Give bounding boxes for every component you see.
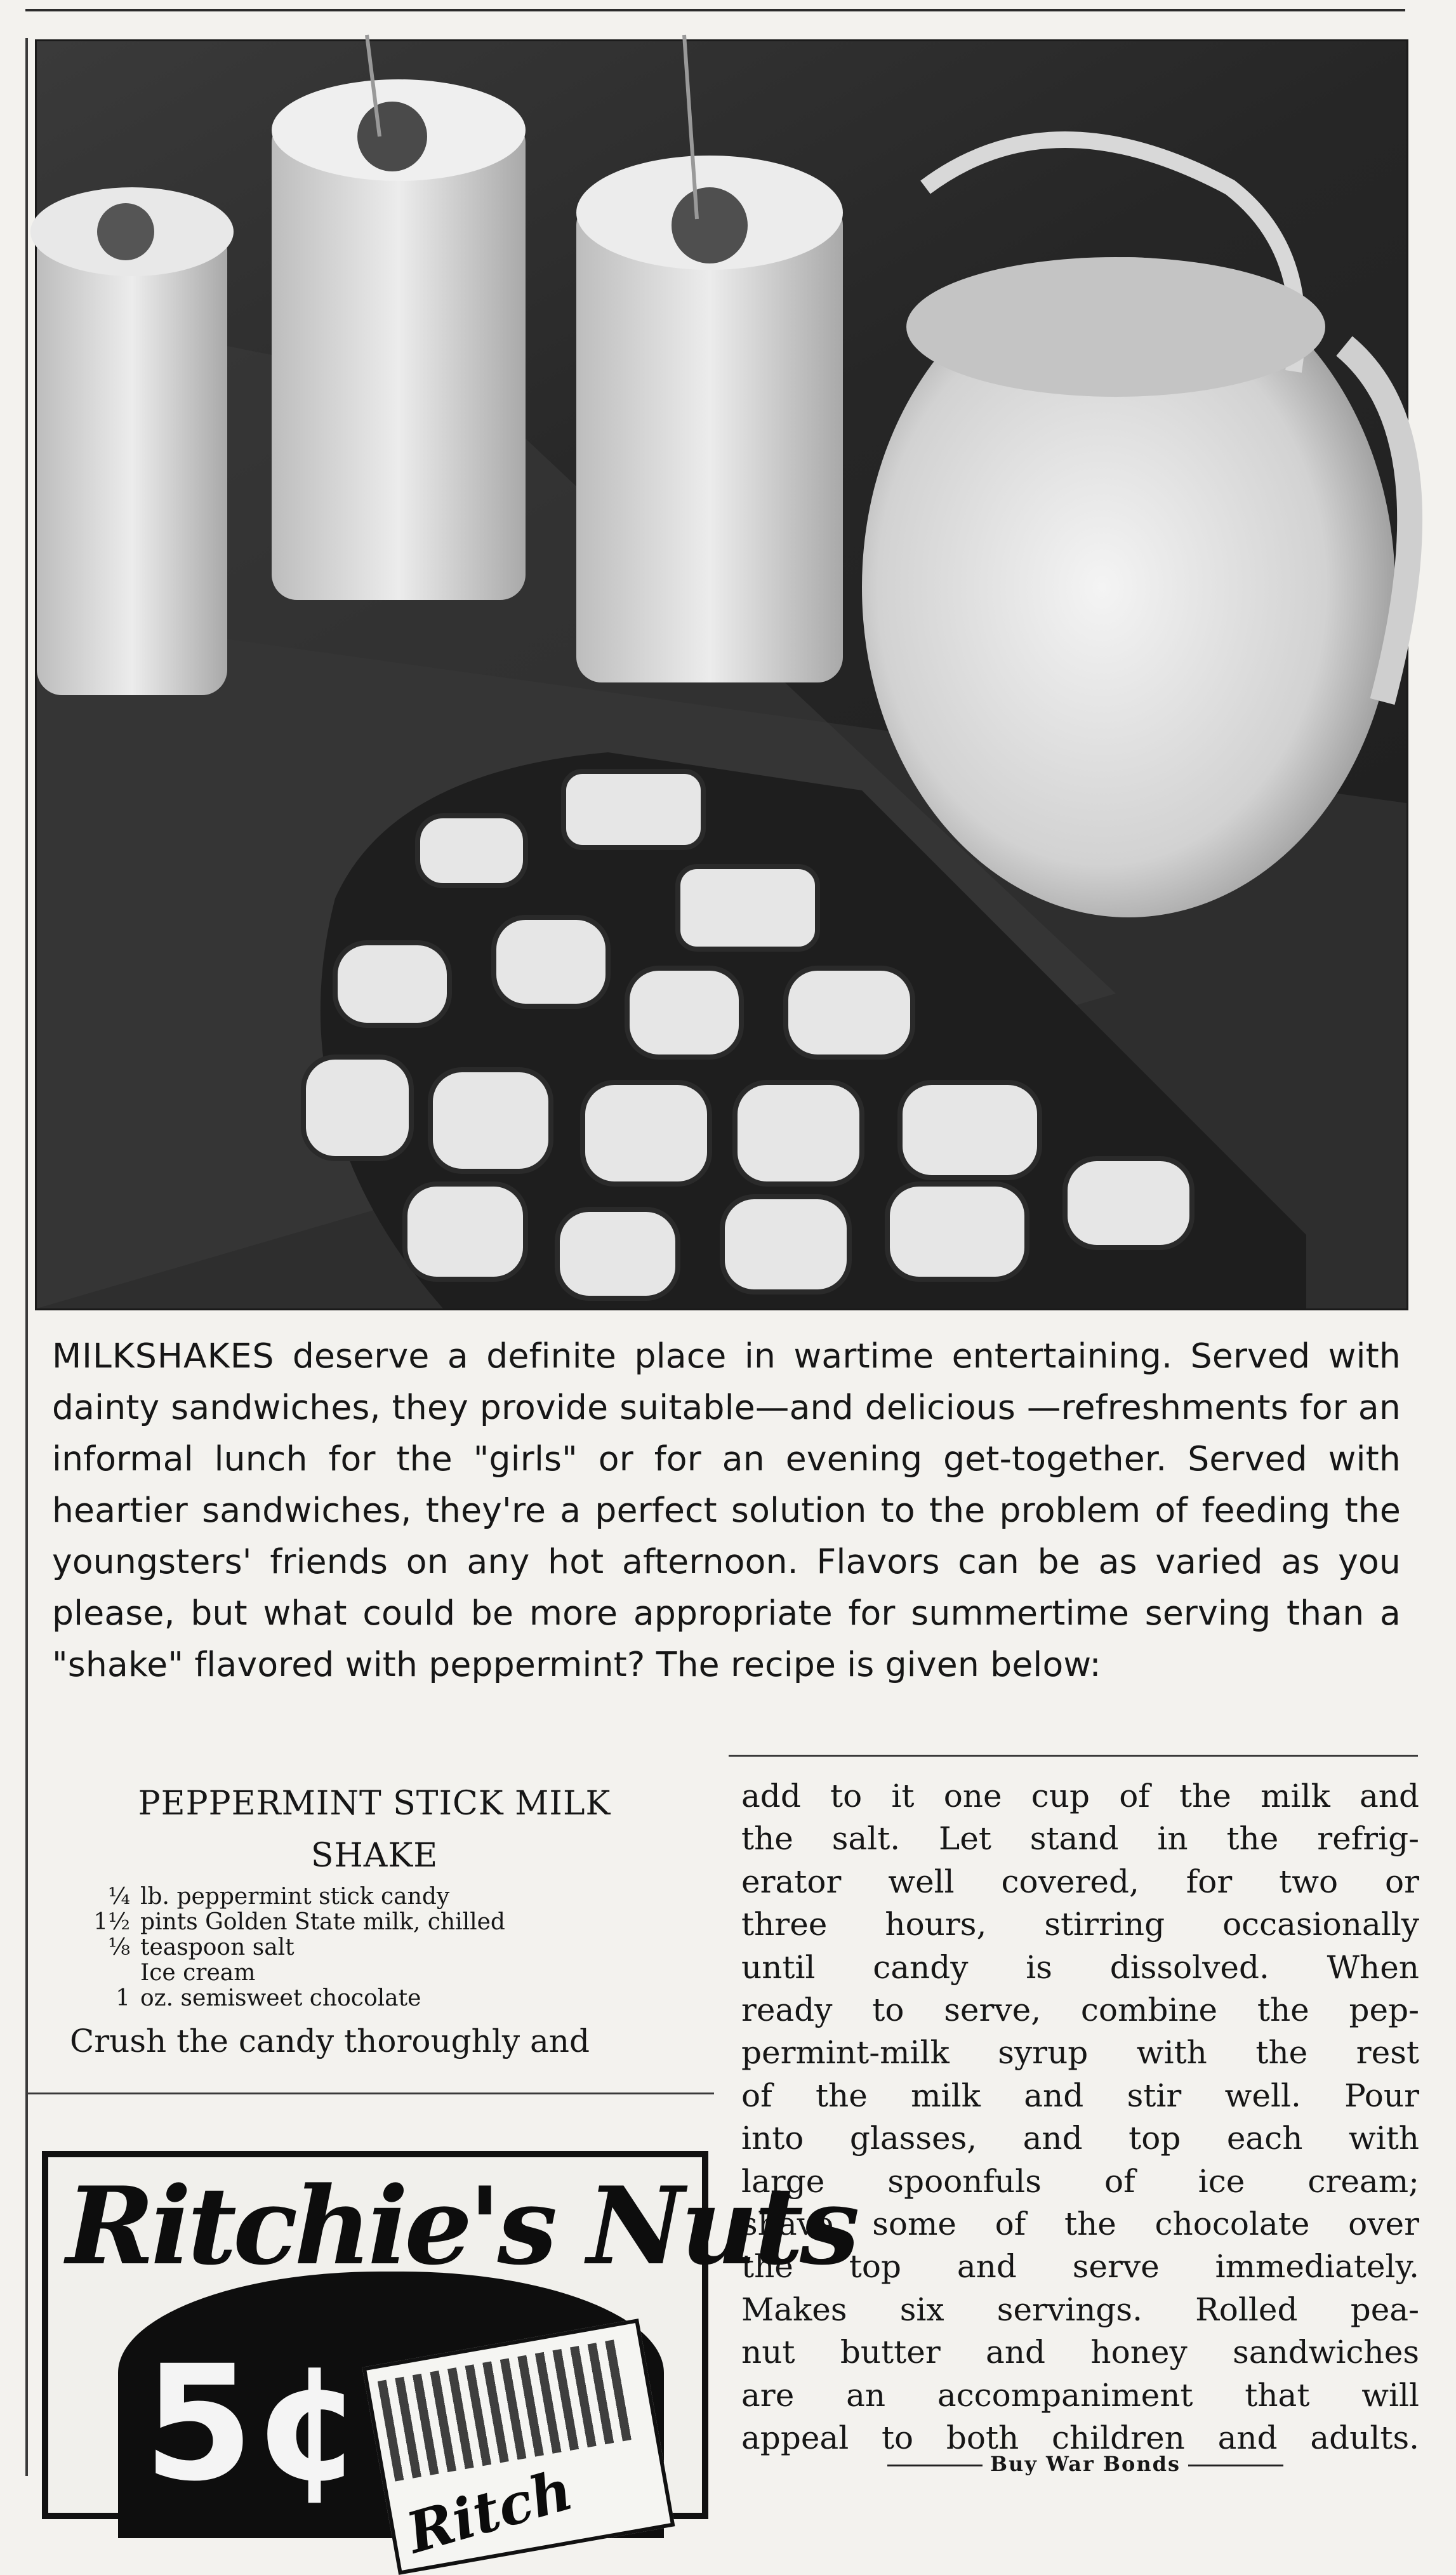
ingredient-row <box>70 1935 705 1960</box>
section-rule-left <box>25 2093 714 2094</box>
ad-price: 5¢ <box>143 2331 364 2516</box>
section-rule-right <box>729 1755 1418 1757</box>
directions-column <box>741 1775 1419 2460</box>
recipe-title <box>35 1778 714 1882</box>
intro-text: deserve a definite place in wartime entertaining. Served with dainty sandwiches, they provide suitable—and delicious —refreshments for an informal lunch for the "girls" or for an evening get-together. Served with heartier sandwiches, they're a perfect solution to the problem of feeding the youngsters' friends on any hot afternoon. Flavors can be as varied as you please, but what could be more appropriate for summertime serving than a "shake" flavored with peppermint? The recipe is given below: <box>52 1336 1401 1684</box>
milkshake-photo <box>35 39 1408 1310</box>
directions-line: Makes six servings. Rolled pea- <box>741 2291 1419 2328</box>
war-bonds-slogan: Buy War Bonds <box>844 2452 1327 2476</box>
package-label: Ritch <box>399 2456 579 2566</box>
intro-paragraph <box>52 1330 1401 1690</box>
directions-line: add to it one cup of the milk and <box>741 1778 1419 1814</box>
ingredient-text: lb. peppermint stick candy <box>140 1884 450 1910</box>
ingredient-list <box>70 1884 705 2011</box>
directions-line: appeal to both children and adults. <box>741 2419 1419 2457</box>
glass-left <box>30 187 234 695</box>
ingredient-qty: ⅛ <box>108 1934 130 1960</box>
ingredient-text: teaspoon salt <box>140 1934 295 1960</box>
recipe-title-line2: SHAKE <box>310 1837 439 1875</box>
ingredient-row <box>70 1884 705 1910</box>
directions-line: erator well covered, for two or <box>741 1863 1419 1900</box>
directions-line: the salt. Let stand in the refrig- <box>741 1820 1419 1858</box>
ingredient-qty: 1½ <box>93 1909 130 1935</box>
ingredient-row <box>70 1986 705 2011</box>
glass-middle <box>272 35 526 600</box>
ad-brand: Ritchie's Nuts <box>66 2163 856 2289</box>
ingredient-text: Ice cream <box>140 1960 256 1986</box>
top-rule <box>25 9 1405 11</box>
ingredient-row <box>70 1960 705 1986</box>
ingredient-row <box>70 1910 705 1935</box>
glass-right <box>576 35 843 682</box>
recipe-title-line1: PEPPERMINT STICK MILK <box>138 1785 611 1823</box>
directions-line: of the milk and stir well. Pour <box>741 2077 1419 2114</box>
package-stripes <box>378 2338 639 2481</box>
ingredient-qty <box>70 1960 140 1986</box>
ingredient-text: pints Golden State milk, chilled <box>140 1909 505 1935</box>
ingredient-qty: ¼ <box>108 1884 130 1910</box>
ingredient-qty: 1 <box>116 1985 130 2011</box>
directions-line: three hours, stirring occasionally <box>741 1906 1419 1943</box>
directions-line: shave some of the chocolate over <box>741 2206 1419 2243</box>
intro-lead: MILKSHAKES <box>52 1336 275 1376</box>
directions-line: nut butter and honey sandwiches <box>741 2334 1419 2371</box>
pitcher <box>862 140 1410 917</box>
directions-line: permint-milk syrup with the rest <box>741 2034 1419 2072</box>
directions-line: are an accompaniment that will <box>741 2376 1419 2414</box>
ritchies-nuts-ad <box>42 2151 856 2566</box>
directions-start: Crush the candy thoroughly and <box>70 2023 590 2059</box>
directions-line: large spoonfuls of ice cream; <box>741 2162 1419 2200</box>
ingredient-text: oz. semisweet chocolate <box>140 1985 421 2011</box>
column-rule <box>25 38 28 2476</box>
directions-line: until candy is dissolved. When <box>741 1948 1419 1986</box>
directions-line: ready to serve, combine the pep- <box>741 1992 1419 2029</box>
directions-line: into glasses, and top each with <box>741 2120 1419 2157</box>
directions-line: the top and serve immediately. <box>741 2248 1419 2286</box>
